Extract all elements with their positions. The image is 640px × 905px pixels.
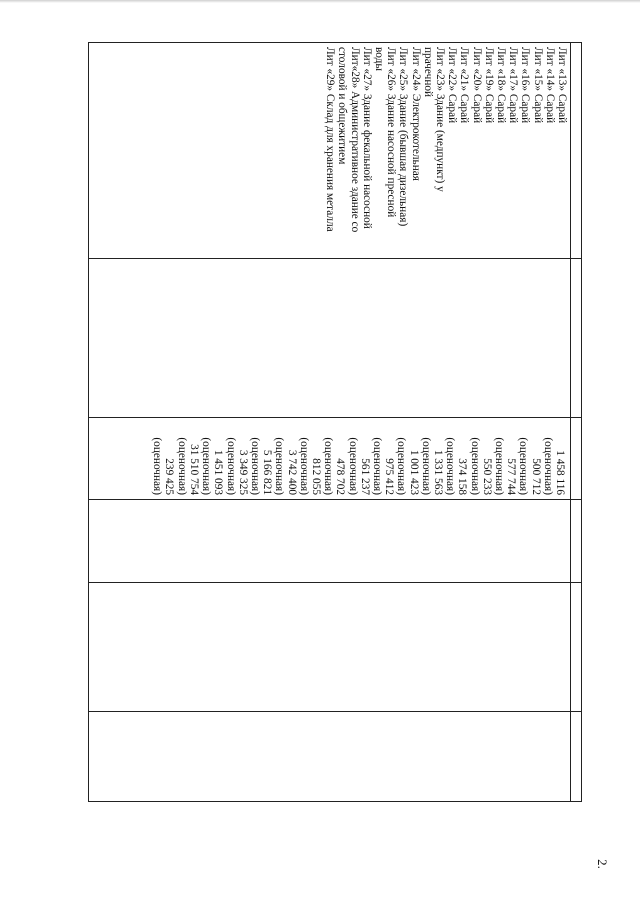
property-name-line: Лит «21» Сарай [458, 47, 471, 124]
table-row [89, 43, 571, 802]
value-note: (оценочная) [395, 437, 408, 495]
value-note: (оценочная) [224, 437, 237, 495]
value-note: (оценочная) [248, 437, 261, 495]
property-name-line: Лит «23» Здание (медпункт) у [433, 47, 446, 192]
value-note: (оценочная) [200, 437, 213, 495]
value-note: (оценочная) [273, 437, 286, 495]
value-amount: 374 158 [456, 458, 469, 495]
empty-cell [89, 500, 571, 583]
value-note: (оценочная) [175, 437, 188, 495]
property-name-line: прачечной [421, 47, 434, 98]
value-amount: 5 166 821 [261, 449, 274, 495]
property-name-line: Лит«28» Административное здание со [348, 47, 361, 233]
property-name-line: Лит «13» Сарай [556, 47, 568, 124]
value-list [151, 418, 566, 495]
value-amount: 1 001 423 [407, 449, 420, 495]
property-name-line: Лит «17» Сарай [507, 47, 520, 124]
header-cell [571, 418, 582, 500]
value-amount: 975 412 [383, 458, 396, 495]
value-note: (оценочная) [151, 437, 164, 495]
value-amount: 239 425 [163, 458, 176, 495]
value-note: (оценочная) [517, 437, 530, 495]
property-name-line: Лит «16» Сарай [519, 47, 532, 124]
value-amount: 577 744 [505, 458, 518, 495]
property-name-line: воды [372, 47, 385, 71]
property-name-line: Лит «20» Сарай [470, 47, 483, 124]
empty-cell [89, 583, 571, 712]
header-cell [571, 583, 582, 712]
scan-edge [0, 0, 640, 3]
rotated-table-page [88, 42, 582, 801]
value-note: (оценочная) [346, 437, 359, 495]
value-amount: 478 702 [334, 458, 347, 495]
value-note: (оценочная) [468, 437, 481, 495]
property-name-line: Лит «25» Здание (бывшая дизельная) [397, 47, 410, 227]
header-cell [571, 43, 582, 259]
value-amount: 1 331 563 [431, 449, 444, 495]
property-list [324, 47, 568, 254]
value-note: (оценочная) [444, 437, 457, 495]
value-amount: 3 349 325 [236, 449, 249, 495]
value-amount: 500 712 [529, 458, 542, 495]
property-name-line: Лит «22» Сарай [446, 47, 459, 124]
table-header-row [571, 43, 582, 802]
property-name-line: Лит «29» Склад для хранения металла [324, 47, 337, 232]
value-amount: 812 055 [309, 458, 322, 495]
empty-cell [89, 712, 571, 802]
values-cell [89, 418, 571, 500]
value-note: (оценочная) [541, 437, 554, 495]
property-name-line: Лит «27» Здание фекальной насосной [360, 47, 373, 229]
page-number: 2. [594, 859, 610, 869]
value-note: (оценочная) [297, 437, 310, 495]
property-name-line: Лит «14» Сарай [543, 47, 556, 124]
property-name-line: Лит «26» Здание насосной пресной [385, 47, 398, 218]
value-amount: 561 237 [358, 458, 371, 495]
value-amount: 31 510 754 [187, 444, 200, 495]
header-cell [571, 500, 582, 583]
value-note: (оценочная) [492, 437, 505, 495]
value-amount: 3 742 400 [285, 449, 298, 495]
property-name-line: Лит «15» Сарай [531, 47, 544, 124]
property-name-line: Лит «19» Сарай [482, 47, 495, 124]
property-name-line: Лит «18» Сарай [494, 47, 507, 124]
value-amount: 1 451 093 [212, 449, 225, 495]
property-name-line: Лит «24» Электрокотельная [409, 47, 422, 181]
value-note: (оценочная) [322, 437, 335, 495]
value-amount: 1 458 116 [554, 450, 566, 495]
property-name-line: столовой и общежитием [336, 47, 349, 165]
value-amount: 550 233 [480, 458, 493, 495]
value-note: (оценочная) [370, 437, 383, 495]
assets-table [88, 42, 582, 802]
header-cell [571, 712, 582, 802]
header-cell [571, 259, 582, 418]
empty-cell [89, 259, 571, 418]
property-names-cell [89, 43, 571, 259]
value-note: (оценочная) [419, 437, 432, 495]
